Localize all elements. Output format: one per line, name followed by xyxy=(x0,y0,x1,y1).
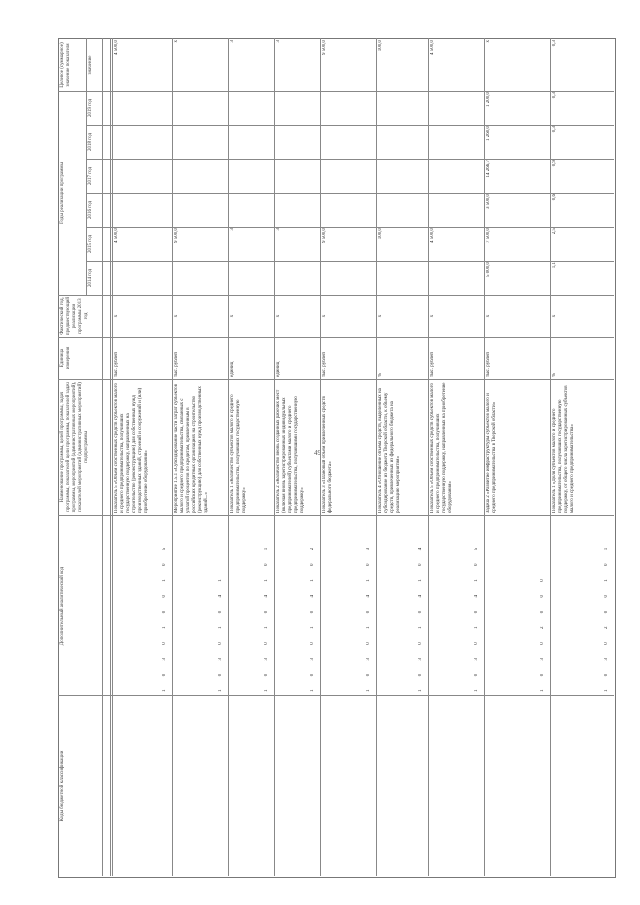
row-value-y2014 xyxy=(378,262,426,294)
row-codes: 1 0 3 0 2 0 0 1 0 1 xyxy=(604,541,609,692)
row-value-y2019: 1 200,0 xyxy=(486,92,491,107)
row-value-y2015: 3 xyxy=(230,228,235,231)
row-value-y2016 xyxy=(378,194,426,226)
row-target: 9 500,0 xyxy=(322,40,327,55)
row-fact: х xyxy=(552,314,557,318)
row-value-y2017 xyxy=(378,160,426,192)
row-fact: х xyxy=(174,314,179,318)
row-codes: 1 0 3 0 1 0 4 1 0 5 xyxy=(474,541,479,692)
row-codes: 1 0 3 0 1 0 4 1 0 2 xyxy=(310,541,315,692)
year-2017: 2017 год xyxy=(88,166,93,186)
row-value-y2018 xyxy=(114,126,170,158)
row-value-y2014: 1,1 xyxy=(552,262,557,269)
row-value-y2015: 3 xyxy=(276,228,281,231)
row-value-y2017: 14 266,7 xyxy=(486,160,491,178)
header-years-col: Годы реализации программы xyxy=(60,162,65,224)
row-unit: тыс. рублей xyxy=(114,352,119,377)
row-target: х xyxy=(174,40,179,43)
row-value-y2018 xyxy=(276,126,318,158)
row-value-y2016 xyxy=(276,194,318,226)
row-codes: 1 0 3 0 1 0 4 1 0 1 xyxy=(264,541,269,692)
row-value-y2016 xyxy=(174,194,226,226)
row-target: х xyxy=(486,40,491,43)
row-value-y2017 xyxy=(230,160,272,192)
row-value-y2017 xyxy=(114,160,170,192)
row-separator xyxy=(172,38,173,876)
year-2015: 2015 год xyxy=(88,234,93,254)
row-name: Показатель 1 «Доля субъектов малого и среднего предпринимательства, получивших государственную поддержку, от общего числа зарегистрированных субъектов малого и среднего предпринимательства» xyxy=(552,385,575,513)
row-fact: х xyxy=(276,314,281,318)
page-number: 49 xyxy=(314,449,321,457)
row-value-y2018 xyxy=(230,126,272,158)
row-fact: х xyxy=(378,314,383,318)
row-value-y2019 xyxy=(430,92,482,124)
row-name: Показатель 5 «Объем собственных средств субъектов малого и среднего предпринимательства, получивших государственную поддержку, направленных на строительство (реконструкцию) для собственных нужд производственных зданий, строений и сооружений и (или) приобретение оборудования» xyxy=(114,382,149,513)
row-codes: 1 0 3 0 1 0 0 1 0 5 xyxy=(162,541,167,692)
row-name: Задача 2 «Развитие инфраструктуры субъектов малого и среднего предпринимательства в Тверской области» xyxy=(486,393,497,513)
row-separator xyxy=(112,38,113,876)
row-name: Показатель 2 «Количество вновь созданных рабочих мест (включая вновь зарегистрированных индивидуальных предпринимателей) субъектами малого и среднего предпринимательства, получившими государственную поддержку» xyxy=(276,389,305,513)
year-2014: 2014 год xyxy=(88,268,93,288)
row-value-y2019 xyxy=(174,92,226,124)
row-fact: х xyxy=(230,314,235,318)
row-unit: тыс. рублей xyxy=(486,352,491,377)
row-value-y2017 xyxy=(322,160,374,192)
row-separator xyxy=(484,38,485,876)
row-value-y2018: 1 260,0 xyxy=(486,126,491,141)
row-value-y2016: 0,6 xyxy=(552,194,557,201)
row-separator xyxy=(228,38,229,876)
row-target: 0,3 xyxy=(552,40,557,47)
row-fact: х xyxy=(322,314,327,318)
row-value-y2018: 0,3 xyxy=(552,126,557,133)
row-value-y2014 xyxy=(430,262,482,294)
rotated-table xyxy=(58,38,614,876)
row-value-y2019 xyxy=(322,92,374,124)
row-value-y2019 xyxy=(276,92,318,124)
row-value-y2017 xyxy=(430,160,482,192)
header-codes-budget: Коды бюджетной классификации xyxy=(60,750,65,822)
row-codes: 1 0 3 0 1 0 4 1 xyxy=(218,573,223,692)
row-separator xyxy=(274,38,275,876)
year-2018: 2018 год xyxy=(88,132,93,152)
row-value-y2019: 0,3 xyxy=(552,92,557,99)
row-target: 3 xyxy=(276,40,281,43)
row-separator xyxy=(428,38,429,876)
row-value-y2015: 4 500,0 xyxy=(430,228,435,243)
row-unit: единиц xyxy=(230,361,235,377)
row-value-y2018 xyxy=(378,126,426,158)
row-value-y2014 xyxy=(114,262,170,294)
row-fact: х xyxy=(114,314,119,318)
row-value-y2015: 2,5 xyxy=(552,228,557,235)
row-value-y2015: 9 500,0 xyxy=(174,228,179,243)
row-value-y2016 xyxy=(114,194,170,226)
row-unit: тыс. рублей xyxy=(322,352,327,377)
row-target: 4 500,0 xyxy=(114,40,119,55)
row-codes: 1 0 3 0 1 0 4 1 0 4 xyxy=(418,541,423,692)
row-unit: тыс. рублей xyxy=(174,352,179,377)
row-target: 100,0 xyxy=(378,40,383,52)
row-unit: % xyxy=(378,372,383,377)
row-value-y2014 xyxy=(174,262,226,294)
row-value-y2014 xyxy=(322,262,374,294)
row-name: Показатель 3 «Плановый объем привлеченных средств федерального бюджета» xyxy=(322,396,333,513)
row-value-y2015: 9 500,0 xyxy=(322,228,327,243)
row-unit: единиц xyxy=(276,361,281,377)
row-value-y2016 xyxy=(230,194,272,226)
header-fact-col: Фактический год, предшествующий реализации программы 2013 год xyxy=(60,296,89,336)
row-value-y2016 xyxy=(322,194,374,226)
header-target-col: Целевое (суммарное) значение показателя xyxy=(60,42,71,88)
row-value-y2018 xyxy=(322,126,374,158)
row-separator xyxy=(376,38,377,876)
row-unit: тыс. рублей xyxy=(430,352,435,377)
header-unit-col: Единица измерения xyxy=(60,346,71,370)
row-value-y2019 xyxy=(378,92,426,124)
row-unit: % xyxy=(552,372,557,377)
row-target: 3 xyxy=(230,40,235,43)
row-fact: х xyxy=(430,314,435,318)
row-separator xyxy=(320,38,321,876)
year-2019: 2019 год xyxy=(88,98,93,118)
row-name: Показатель 5 «Объем собственных средств субъектов малого и среднего предпринимательства, получивших государственную поддержку, направленных на приобретение оборудования» xyxy=(430,382,453,513)
row-fact: х xyxy=(486,314,491,318)
row-value-y2019 xyxy=(114,92,170,124)
row-name: Показатель 4 «Отношение объема средств, выделенных на субсидирование из бюджета Тверской области, к объему средств, привлеченных из федерального бюджета на реализацию мероприятия» xyxy=(378,388,401,513)
row-value-y2019 xyxy=(230,92,272,124)
row-value-y2014 xyxy=(230,262,272,294)
row-separator xyxy=(550,38,551,876)
row-value-y2014: 5 000,0 xyxy=(486,262,491,277)
row-value-y2015: 100,0 xyxy=(378,228,383,240)
row-value-y2018 xyxy=(174,126,226,158)
header-codes-extra: Дополнительный аналитический код xyxy=(60,566,65,646)
row-value-y2016: 3 500,0 xyxy=(486,194,491,209)
row-name: Мероприятие 1.5.1 «Субсидирование части затрат субъектов малого и среднего предпринимательства, связанных с уплатой процентов по кредитам, привлеченным в российских кредитных организациях на строительство (реконструкцию) для собственных нужд производственных зданий...» xyxy=(174,383,209,513)
header-name-col: Наименование программы, целей программы, задач программы, показателей цели программы, показателей задач программы, мероприятий (административных мероприятий), показателей мероприятий (административных мероприятий) подпрограммы xyxy=(60,381,89,513)
row-value-y2017 xyxy=(174,160,226,192)
row-value-y2014 xyxy=(276,262,318,294)
row-name: Показатель 1 «Количество субъектов малого и среднего предпринимательства, получивших государственную поддержку» xyxy=(230,394,247,513)
year-2016: 2016 год xyxy=(88,200,93,220)
row-value-y2015: 7 500,0 xyxy=(486,228,491,243)
row-value-y2017: 0,9 xyxy=(552,160,557,167)
value-label: значение xyxy=(88,55,93,75)
row-value-y2016 xyxy=(430,194,482,226)
row-codes: 1 0 3 0 1 0 4 1 0 3 xyxy=(366,541,371,692)
row-value-y2015: 4 500,0 xyxy=(114,228,119,243)
row-target: 4 500,0 xyxy=(430,40,435,55)
row-codes: 1 0 3 0 2 0 0 0 xyxy=(540,573,545,692)
row-value-y2018 xyxy=(430,126,482,158)
row-value-y2017 xyxy=(276,160,318,192)
